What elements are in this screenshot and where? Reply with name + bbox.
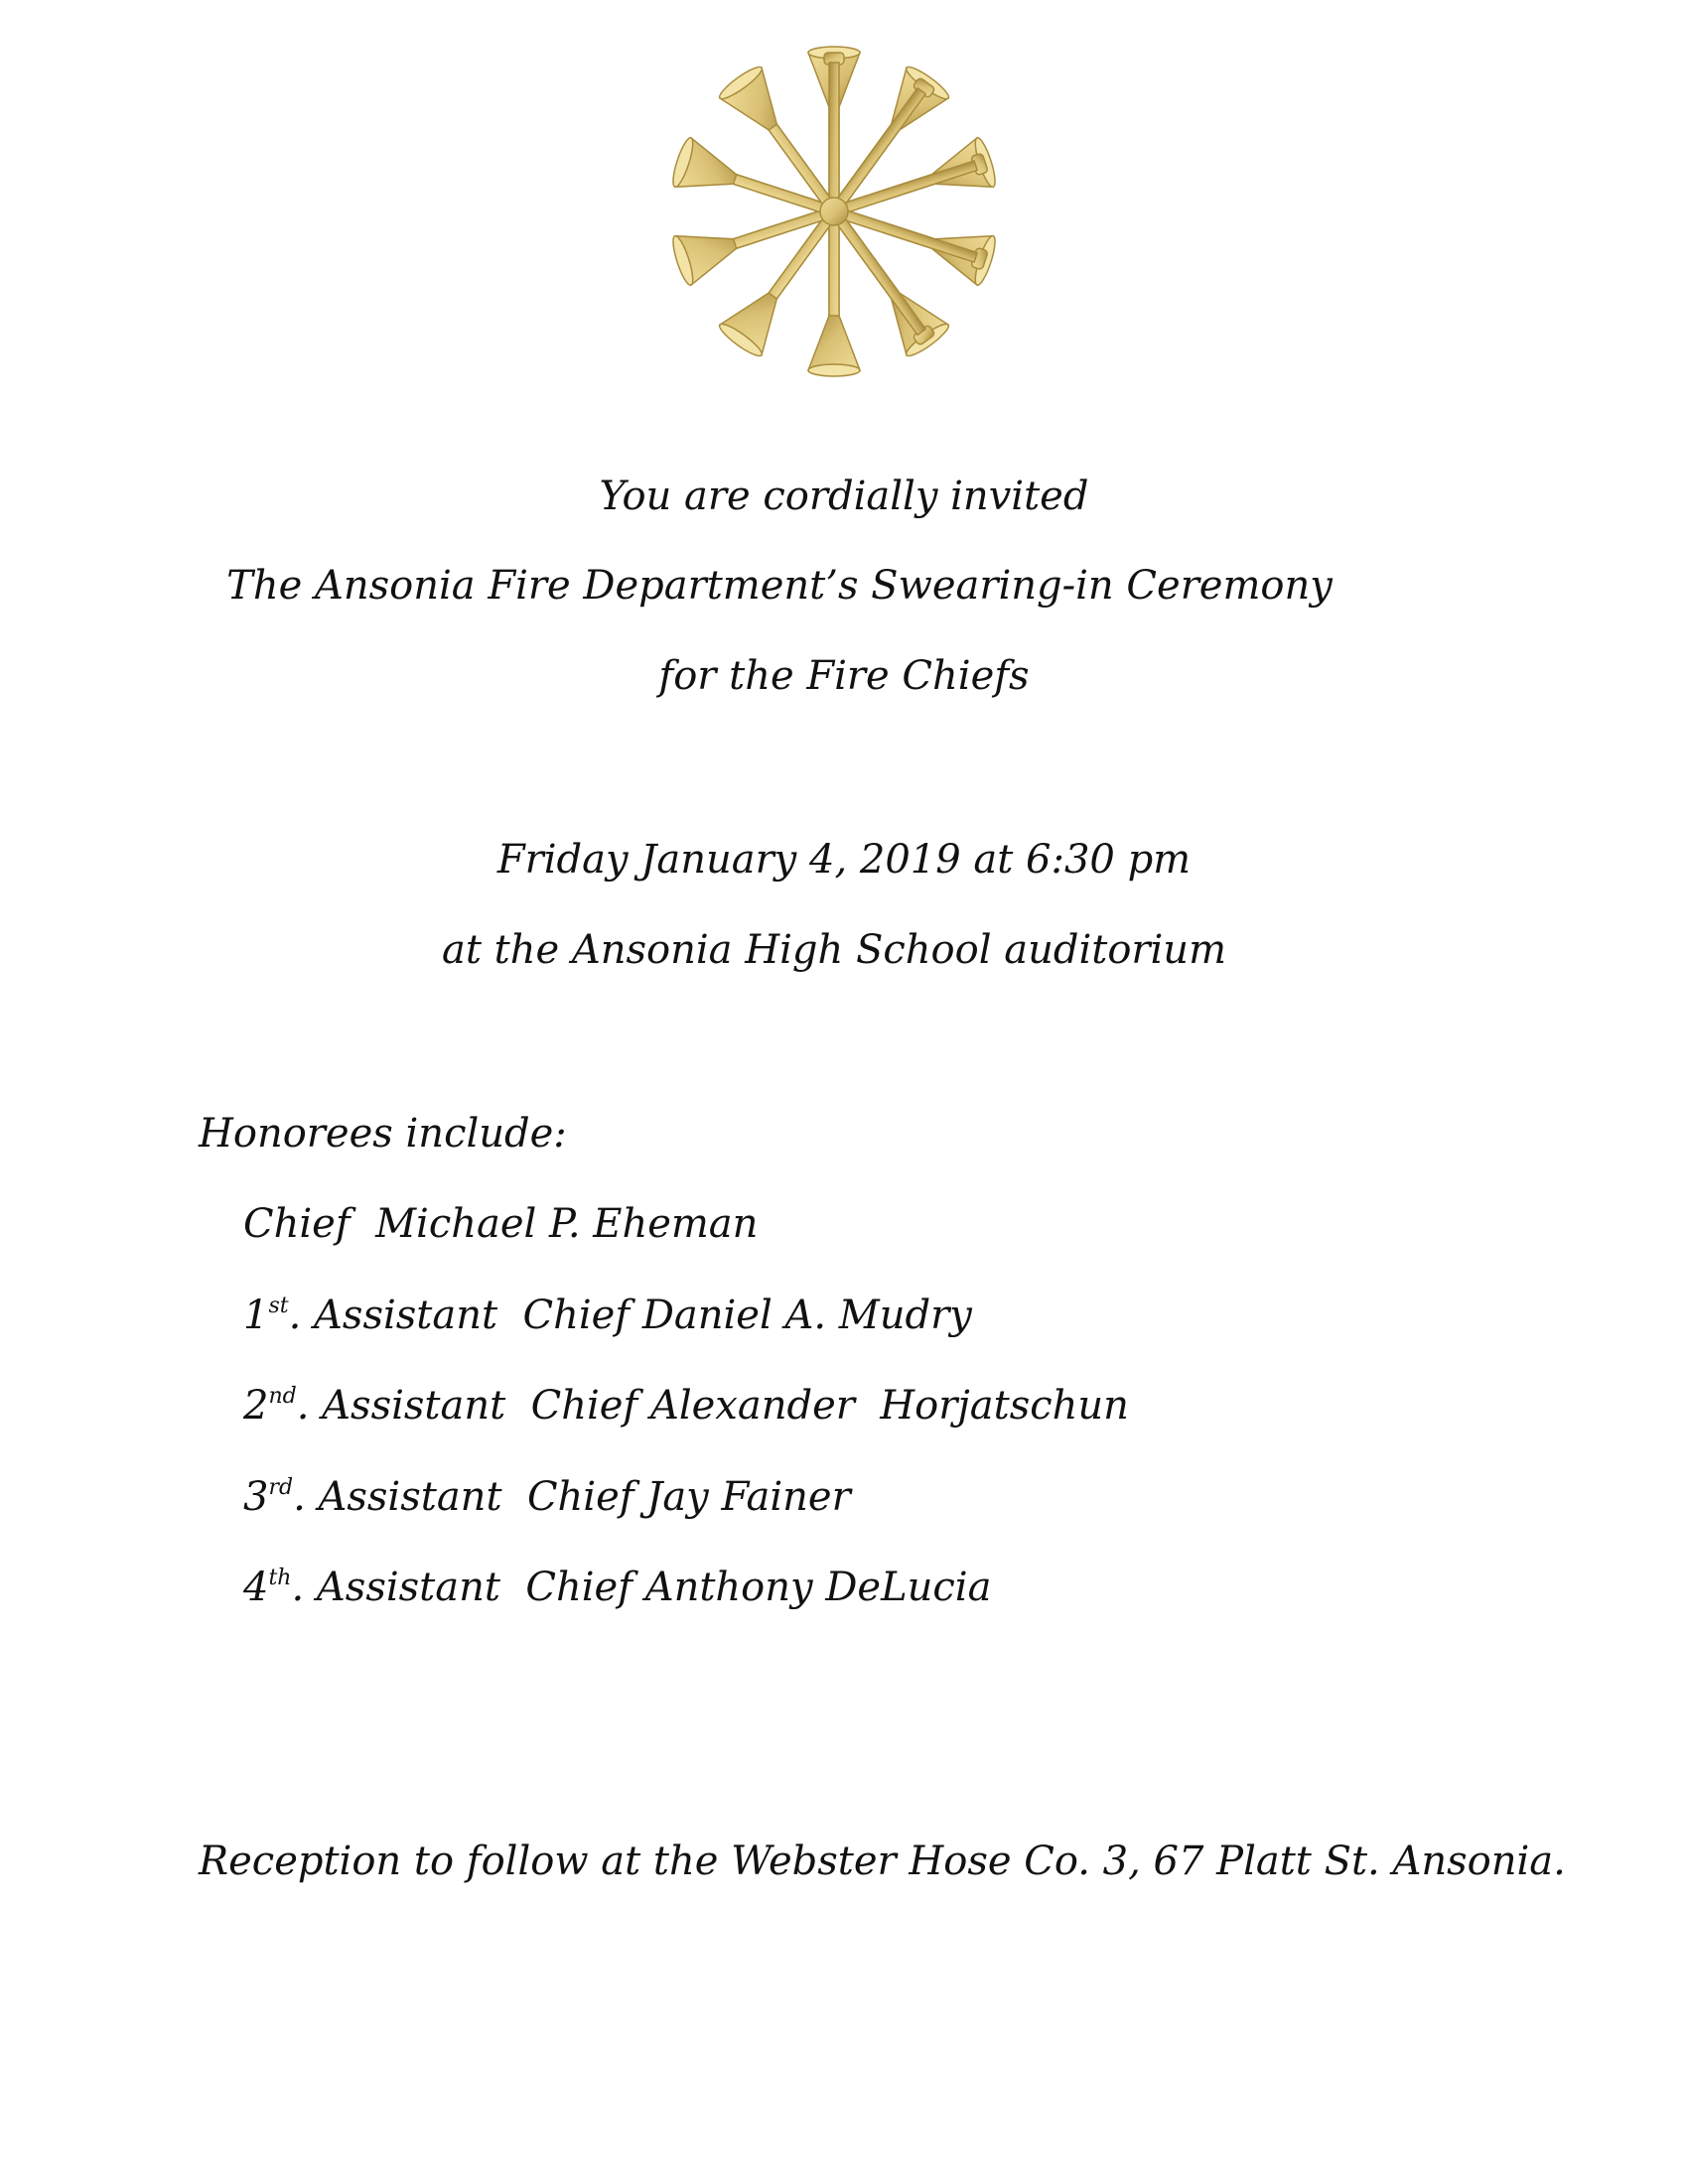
honoree-assistant-1: 1st. Assistant Chief Daniel A. Mudry [243, 1293, 972, 1338]
crossed-bugles-emblem-icon [650, 35, 1018, 387]
honoree-assistant-4: 4th. Assistant Chief Anthony DeLucia [243, 1565, 992, 1610]
ceremony-title: The Ansonia Fire Department’s Swearing-in Ceremony [226, 563, 1333, 609]
honoree-chief: Chief Michael P. Eheman [243, 1201, 759, 1247]
invite-line: You are cordially invited [599, 474, 1089, 519]
honoree-assistant-2: 2nd. Assistant Chief Alexander Horjatschun [243, 1383, 1129, 1429]
reception-note: Reception to follow at the Webster Hose Co. 3, 67 Platt St. Ansonia. [199, 1839, 1566, 1884]
honoree-assistant-3: 3rd. Assistant Chief Jay Fainer [243, 1474, 851, 1520]
ceremony-subtitle: for the Fire Chiefs [658, 653, 1030, 699]
honorees-heading: Honorees include: [199, 1111, 567, 1157]
event-datetime: Friday January 4, 2019 at 6:30 pm [496, 837, 1192, 883]
event-location: at the Ansonia High School auditorium [442, 927, 1226, 973]
